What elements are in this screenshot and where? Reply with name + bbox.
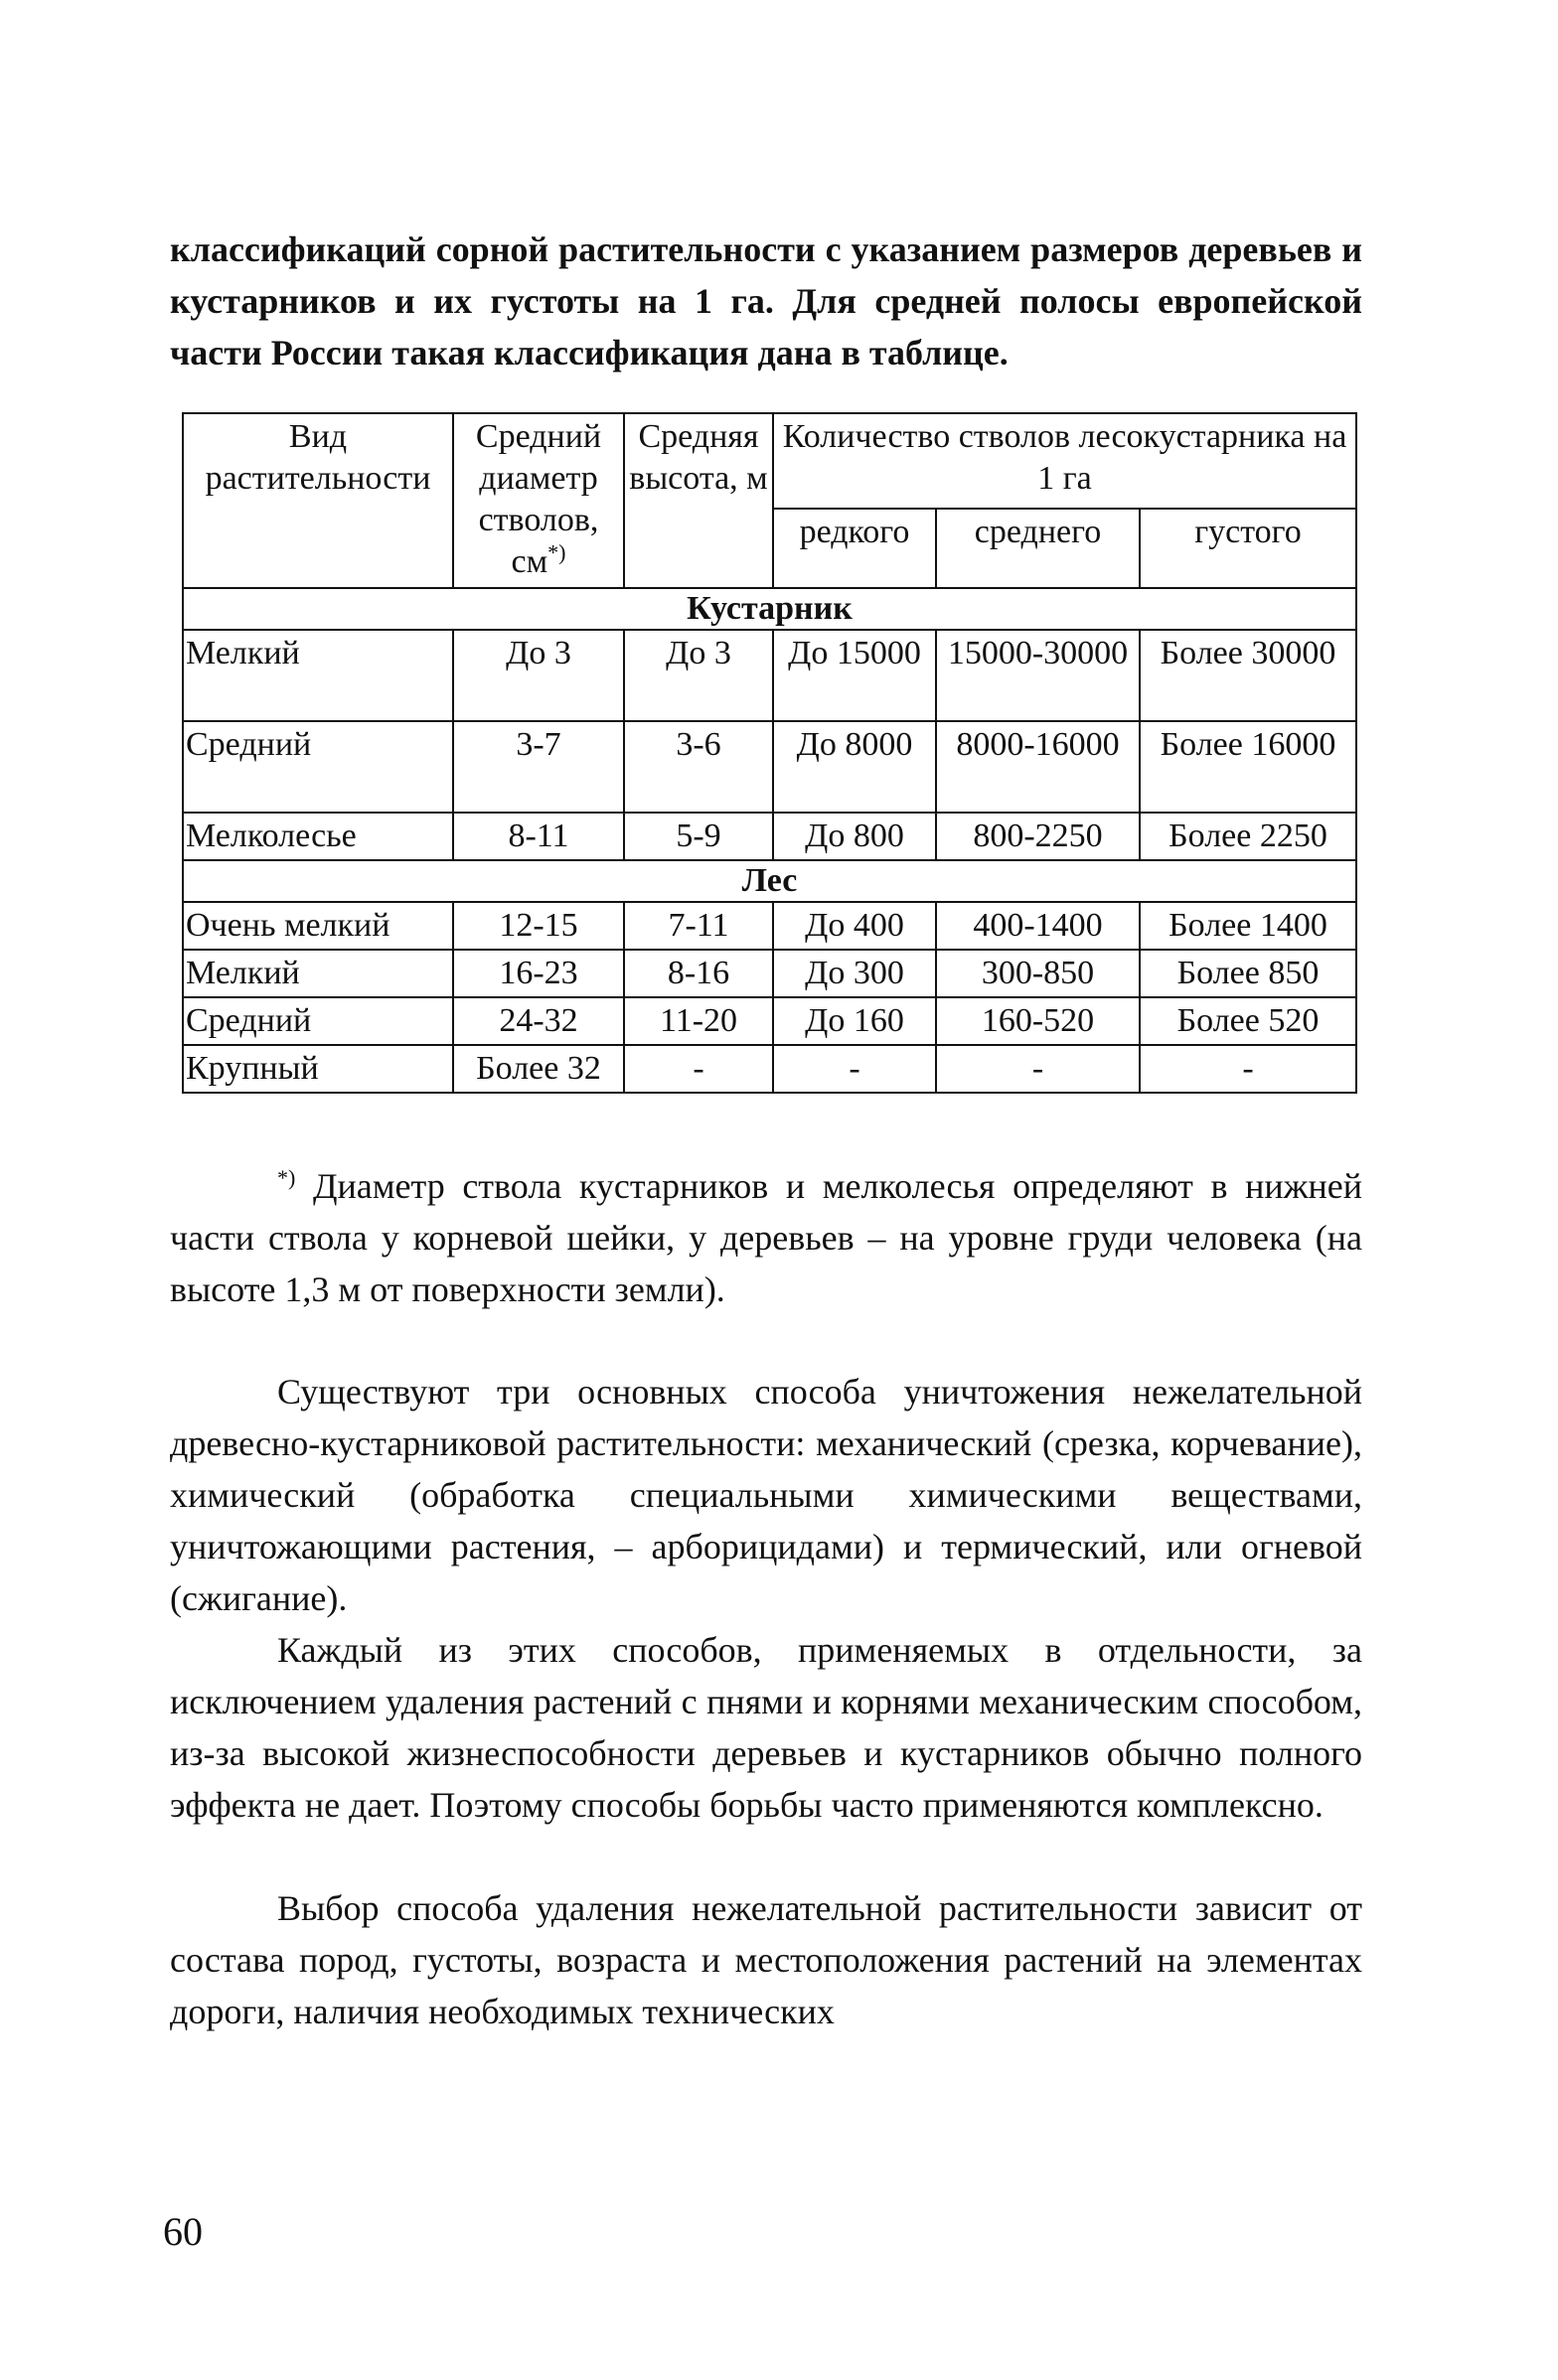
cell-height: 7-11 <box>624 902 773 950</box>
cell-sparse: - <box>773 1045 936 1093</box>
cell-height: 11-20 <box>624 997 773 1045</box>
vegetation-classification-table <box>182 412 1357 1094</box>
body-paragraph-choice: Выбор способа удаления нежелательной растительности зависит от состава пород, густоты, возраста и местоположения растений на элементах дороги, наличия необходимых технических <box>170 1888 1362 2031</box>
cell-dense: Более 1400 <box>1140 902 1356 950</box>
table-row <box>183 721 1356 813</box>
cell-sparse: До 400 <box>773 902 936 950</box>
header-sparse: редкого <box>773 509 936 588</box>
cell-diameter: 3-7 <box>453 721 624 813</box>
cell-dense: Более 2250 <box>1140 813 1356 860</box>
cell-dense: Более 520 <box>1140 997 1356 1045</box>
cell-diameter: 12-15 <box>453 902 624 950</box>
cell-diameter: 16-23 <box>453 950 624 997</box>
header-mean-height: Средняя высота, м <box>624 413 773 588</box>
cell-sparse: До 300 <box>773 950 936 997</box>
cell-height: 8-16 <box>624 950 773 997</box>
header-medium: среднего <box>936 509 1140 588</box>
header-mean-diameter <box>453 413 624 588</box>
cell-name: Мелкий <box>183 630 453 721</box>
body-paragraph-methods: Существуют три основных способа уничтожения нежелательной древесно-кустарниковой растительности: механический (срезка, корчевание), химический (обработка специальными химическими веществами, уничтожающими растения, – арборицидами) и термический, или огневой (сжигание). <box>170 1372 1362 1618</box>
cell-height: 5-9 <box>624 813 773 860</box>
cell-name: Мелкий <box>183 950 453 997</box>
cell-sparse: До 8000 <box>773 721 936 813</box>
cell-diameter: 24-32 <box>453 997 624 1045</box>
cell-height: 3-6 <box>624 721 773 813</box>
cell-name: Средний <box>183 997 453 1045</box>
header-vegetation-type: Вид растительности <box>183 413 453 588</box>
cell-name: Средний <box>183 721 453 813</box>
cell-diameter: До 3 <box>453 630 624 721</box>
cell-medium: 800-2250 <box>936 813 1140 860</box>
cell-dense: - <box>1140 1045 1356 1093</box>
table-row <box>183 630 1356 721</box>
cell-dense: Более 16000 <box>1140 721 1356 813</box>
cell-height: До 3 <box>624 630 773 721</box>
cell-dense: Более 850 <box>1140 950 1356 997</box>
cell-name: Мелколесье <box>183 813 453 860</box>
cell-diameter: Более 32 <box>453 1045 624 1093</box>
header-dense: густого <box>1140 509 1356 588</box>
cell-medium: 15000-30000 <box>936 630 1140 721</box>
table-row <box>183 902 1356 950</box>
cell-medium: - <box>936 1045 1140 1093</box>
cell-medium: 8000-16000 <box>936 721 1140 813</box>
section-title-shrub: Кустарник <box>183 588 1356 630</box>
cell-sparse: До 15000 <box>773 630 936 721</box>
cell-height: - <box>624 1045 773 1093</box>
cell-sparse: До 800 <box>773 813 936 860</box>
cell-name: Крупный <box>183 1045 453 1093</box>
header-mean-diameter-text: Средний диаметр стволов, см <box>475 418 602 580</box>
table-row <box>183 1045 1356 1093</box>
cell-medium: 400-1400 <box>936 902 1140 950</box>
cell-medium: 300-850 <box>936 950 1140 997</box>
table-row <box>183 950 1356 997</box>
footnote-text: Диаметр ствола кустарников и мелколесья определяют в нижней части ствола у корневой шейки, у деревьев – на уровне груди человека (на высоте 1,3 м от поверхности земли). <box>170 1166 1362 1309</box>
intro-paragraph: классификаций сорной растительности с указанием размеров деревьев и кустарников и их густоты на 1 га. Для средней полосы европейской части России такая классификация дана в таблице. <box>170 229 1362 372</box>
cell-dense: Более 30000 <box>1140 630 1356 721</box>
cell-name: Очень мелкий <box>183 902 453 950</box>
page-number: 60 <box>163 2209 203 2254</box>
cell-medium: 160-520 <box>936 997 1140 1045</box>
footnote-mark: *) <box>277 1165 296 1190</box>
body-paragraph-effectiveness: Каждый из этих способов, применяемых в отдельности, за исключением удаления растений с пнями и корнями механическим способом, из-за высокой жизнеспособности деревьев и кустарников обычно полного эффекта не дает. Поэтому способы борьбы часто применяются комплексно. <box>170 1630 1362 1825</box>
cell-sparse: До 160 <box>773 997 936 1045</box>
table-footnote <box>170 1160 1362 1315</box>
cell-diameter: 8-11 <box>453 813 624 860</box>
table-row <box>183 813 1356 860</box>
section-title-forest: Лес <box>183 860 1356 902</box>
header-trunk-count: Количество стволов лесокустарника на 1 га <box>773 413 1356 509</box>
table-row <box>183 997 1356 1045</box>
footnote-reference-mark: *) <box>547 539 566 565</box>
